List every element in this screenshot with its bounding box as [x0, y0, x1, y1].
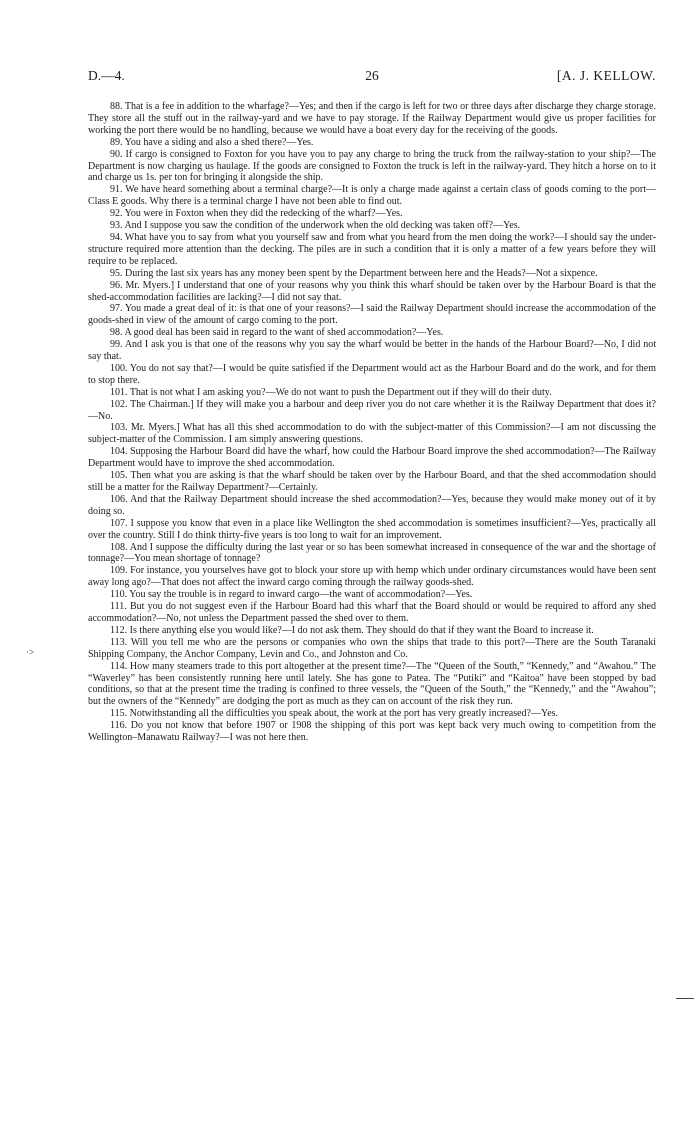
question-98: 98. A good deal has been said in regard to the want of shed accommodation?—Yes. — [110, 327, 444, 339]
question-109: 109. For instance, you yourselves have got to block your store up with hemp which under ordinary circumstances would have been sent away long ago?—That does not affect the inward cargo coming through the railway goods-shed. — [88, 565, 656, 589]
question-116: 116. Do you not know that before 1907 or 1908 the shipping of this port was kept back very much owing to competition from the Wellington–Manawatu Railway?—I was not here then. — [88, 720, 656, 744]
question-110: 110. You say the trouble is in regard to inward cargo—the want of accommodation?—Yes. — [110, 589, 473, 601]
question-104: 104. Supposing the Harbour Board did have the wharf, how could the Harbour Board improve the shed accommodation?—The Railway Department would have to improve the shed accommodation. — [88, 446, 656, 470]
question-103: 103. Mr. Myers.] What has all this shed accommodation to do with the subject-matter of this Commission?—I am not discussing the subject-matter of the Commission. I am simply answering questions. — [88, 422, 656, 446]
question-94: 94. What have you to say from what you yourself saw and from what you heard from the men doing the work?—I should say the under-structure required more attention than the decking. The piles are in such a condition that it is only a matter of a few years before they will require to be replaced. — [88, 231, 656, 267]
question-96: 96. Mr. Myers.] I understand that one of your reasons why you think this wharf should be taken over by the Harbour Board is that the shed-accommodation facilities are lacking?—I did not say that. — [88, 279, 656, 303]
question-112: 112. Is there anything else you would like?—I do not ask them. They should do that if they want the Board to increase it. — [110, 624, 594, 636]
margin-dash-mark — [676, 998, 694, 999]
question-115: 115. Notwithstanding all the difficulties you speak about, the work at the port has very greatly increased?—Yes. — [110, 708, 559, 720]
question-100: 100. You do not say that?—I would be quite satisfied if the Department would act as the Harbour Board and do the work, and for them to stop there. — [88, 362, 656, 386]
witness-name: [A. J. KELLOW. — [556, 68, 656, 83]
question-92: 92. You were in Foxton when they did the redecking of the wharf?—Yes. — [110, 208, 403, 220]
question-97: 97. You made a great deal of it: is that one of your reasons?—I said the Railway Department should increase the accommodation of the goods-shed in view of the amount of cargo coming to the port. — [88, 303, 656, 327]
margin-pencil-mark: ·> — [26, 647, 35, 657]
question-107: 107. I suppose you know that even in a place like Wellington the shed accommodation is sometimes insufficient?—Yes, practically all over the country. Still I do think thirty-five years is too long to wait for an improvement. — [88, 517, 656, 541]
question-101: 101. That is not what I am asking you?—We do not want to push the Department out if they will do their duty. — [110, 386, 552, 398]
question-99: 99. And I ask you is that one of the reasons why you say the wharf would be better in the hands of the Harbour Board?—No, I did not say that. — [88, 339, 656, 363]
question-108: 108. And I suppose the difficulty during the last year or so has been somewhat increased in consequence of the war and the shortage of tonnage?—You mean shortage of tonnage? — [88, 541, 656, 565]
question-95: 95. During the last six years has any money been spent by the Department between here and the Heads?—Not a sixpence. — [110, 267, 598, 279]
page-header — [88, 68, 656, 88]
question-89: 89. You have a siding and also a shed there?—Yes. — [110, 136, 314, 148]
document-reference: D.—4. — [88, 68, 125, 83]
question-105: 105. Then what you are asking is that the wharf should be taken over by the Harbour Board, and that the shed accommodation should still be a matter for the Railway Department?—Certainly. — [88, 470, 656, 493]
question-111: 111. But you do not suggest even if the Harbour Board had this wharf that the Board should or would be required to afford any shed accommodation?—No, not unless the Department passed the shed over to them. — [88, 601, 656, 624]
question-90: 90. If cargo is consigned to Foxton for you have you to pay any charge to bring the truck from the railway-station to your ship?—The Department is now charging us haulage. If the goods are consigned to Foxton the truck is left in the railway-yard. They hitch a horse on to it and charge us 1s. per ton for bringing it alongside the ship. — [88, 148, 656, 184]
question-91: 91. We have heard something about a terminal charge?—It is only a charge made against a certain class of goods coming to the port—Class E goods. Why there is a terminal charge I have not been able to find out. — [88, 184, 656, 208]
question-106: 106. And that the Railway Department should increase the shed accommodation?—Yes, because they would make money out of it by doing so. — [88, 493, 656, 517]
question-113: 113. Will you tell me who are the persons or companies who own the ships that trade to this port?—There are the South Taranaki Shipping Company, the Anchor Company, Levin and Co., and Johnston and Co. — [88, 636, 656, 660]
question-93: 93. And I suppose you saw the condition of the underwork when the old decking was taken off?—Yes. — [110, 220, 521, 232]
question-114: 114. How many steamers trade to this port altogether at the present time?—The “Queen of the South,” “Kennedy,” and “Awahou.” The “Waverley” has been consistently running here until lately. She has gone to Patea. The “Putiki” and “Kaitoa” have been stopped by bad conditions, so that at the present time the trading is confined to three vessels, the “Queen of the South,” the “Kennedy,” and the “Awahou”; but the owners of the “Kennedy” are dodging the port as much as they can on account of the risk they run. — [88, 660, 656, 708]
question-102: 102. The Chairman.] If they will make you a harbour and deep river you do not care whether it is the Railway Department that does it?—No. — [88, 398, 656, 422]
question-88: 88. That is a fee in addition to the wharfage?—Yes; and then if the cargo is left for two or three days after discharge they charge storage. They store all the stuff out in the railway-yard and we have to pay storage. If the Railway Department would give us proper facilities for working the port there would be no handling, because we would have a boat every day for the receiving of the goods. — [88, 101, 656, 136]
testimony-body — [88, 101, 656, 744]
page-number: 26 — [365, 68, 379, 83]
